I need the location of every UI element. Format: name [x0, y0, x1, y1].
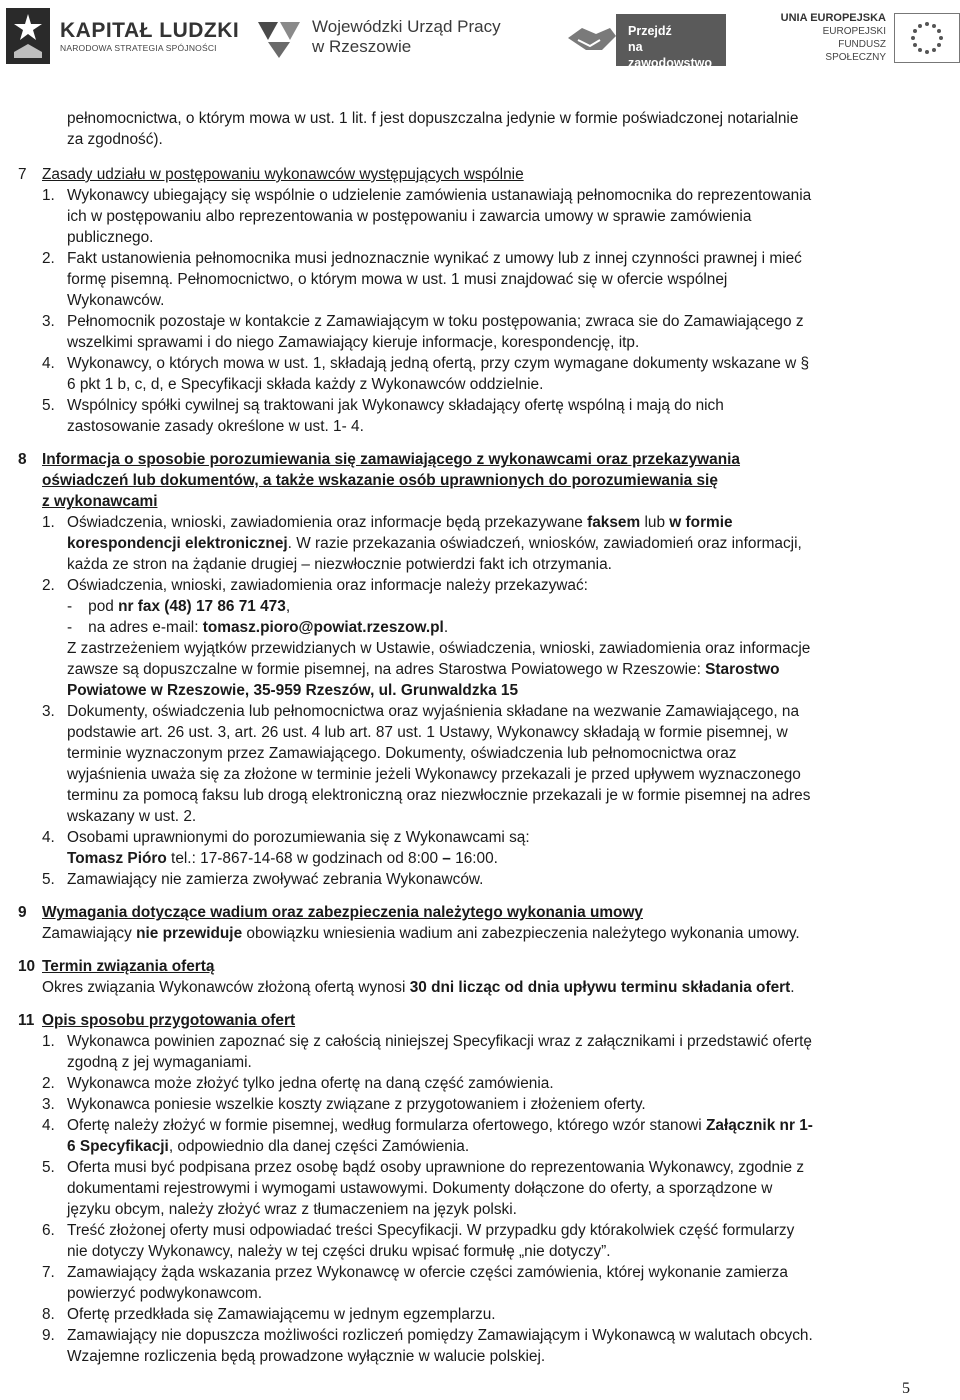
- section-7-heading: Zasady udziału w postępowaniu wykonawców występujących wspólnie: [42, 166, 524, 183]
- item-number: 6.: [42, 1222, 55, 1239]
- text-line: zgodną z jej wymaganiami.: [67, 1054, 252, 1071]
- item-number: 3.: [42, 703, 55, 720]
- text-line: terminu za pomocą faksu lub drogą elektroniczną oraz niezwłocznie przekazali je w formie pisemnej na adres: [67, 787, 811, 804]
- text-line: wyjaśnienia uważa się za złożone w terminie jeżeli Wykonawcy przekazali je przed upływem wyznaczonego: [67, 766, 801, 783]
- text-line: Wykonawcy, o których mowa w ust. 1, składają jedną ofertą, przy czym wymagane dokumenty wskazane w §: [67, 355, 810, 372]
- item-number: 2.: [42, 250, 55, 267]
- text-line: wszelkimi sprawami i do niego Zamawiający kieruje informacje, korespondencję, itp.: [67, 334, 640, 351]
- text-line: Treść złożonej oferty musi odpowiadać treści Specyfikacji. W przypadku gdy którakolwiek część formularzy: [67, 1222, 795, 1239]
- section-11-number: 11: [18, 1012, 35, 1029]
- przejdz-banner: [616, 14, 726, 70]
- item-number: 1.: [42, 514, 55, 531]
- text-line: publicznego.: [67, 229, 154, 246]
- section-8-heading: z wykonawcami: [42, 493, 158, 510]
- text-line: zawsze są dopuszczalne w formie pisemnej, na adres Starostwa Powiatowego w Rzeszowie: Starostwo: [67, 661, 780, 678]
- page-number: 5: [902, 1380, 910, 1397]
- item-number: 7.: [42, 1264, 55, 1281]
- text-line: Powiatowe w Rzeszowie, 35-959 Rzeszów, ul. Grunwaldzka 15: [67, 682, 519, 699]
- eu-subtitle-1: EUROPEJSKI: [822, 26, 886, 37]
- text-line: za zgodność).: [67, 131, 163, 148]
- section-10-number: 10: [18, 958, 36, 975]
- text-line: Wykonawcy ubiegający się wspólnie o udzielenie zamówienia ustanawiają pełnomocnika do reprezentowania: [67, 187, 812, 204]
- kapital-ludzki-subtitle: NARODOWA STRATEGIA SPÓJNOŚCI: [60, 43, 217, 53]
- text-line: każda ze stron na żądanie drugiej – niezwłocznie potwierdzi fakt ich otrzymania.: [67, 556, 612, 573]
- kapital-ludzki-logo: [6, 8, 239, 64]
- text-line: Pełnomocnik pozostaje w kontakcie z Zamawiającym w toku postępowania; zwraca sie do Zamawiającego z: [67, 313, 804, 330]
- item-number: 5.: [42, 871, 55, 888]
- text-line: ich w postępowaniu albo reprezentowania w postępowaniu i zawarcia umowy w sprawie zamówienia: [67, 208, 752, 225]
- text-line: Zamawiający nie zamierza zwoływać zebrania Wykonawców.: [67, 871, 484, 888]
- item-number: 4.: [42, 355, 55, 372]
- item-number: 9.: [42, 1327, 55, 1344]
- section-8-heading: oświadczeń lub dokumentów, a także wskazanie osób uprawnionych do porozumiewania się: [42, 472, 718, 489]
- text-line: Oświadczenia, wnioski, zawiadomienia oraz informacje należy przekazywać:: [67, 577, 588, 594]
- item-number: 5.: [42, 397, 55, 414]
- item-number: 8.: [42, 1306, 55, 1323]
- text-line: Oferta musi być podpisana przez osobę bądź osoby uprawnione do reprezentowania Wykonawcy, zgodnie z: [67, 1159, 805, 1176]
- text-line: Zamawiający nie przewiduje obowiązku wniesienia wadium ani zabezpieczenia należytego wykonania umowy.: [42, 925, 800, 942]
- text-line: dokumentami rejestrowymi i wymogami ustawowymi. Dokumenty dołączone do oferty, a sporządzone w: [67, 1180, 773, 1197]
- text-line: Wykonawca może złożyć tylko jedna ofertę na daną część zamówienia.: [67, 1075, 554, 1092]
- wup-name-line1: Wojewódzki Urząd Pracy: [312, 17, 501, 36]
- text-line: Zamawiający żąda wskazania przez Wykonawcę w ofercie części zamówienia, której wykonanie zamierza: [67, 1264, 788, 1281]
- text-line: Oświadczenia, wnioski, zawiadomienia oraz informacje będą przekazywane faksem lub w formie: [67, 514, 733, 531]
- text-line: Ofertę należy złożyć w formie pisemnej, według formularza ofertowego, którego wzór stanowi Załącznik nr 1-: [67, 1117, 813, 1134]
- text-line: formę pisemną. Pełnomocnictwo, o którym mowa w ust. 1 musi znajdować się w ofercie wspólnej: [67, 271, 728, 288]
- header-logo-bar: [0, 0, 960, 80]
- item-number: 1.: [42, 1033, 55, 1050]
- item-number: 4.: [42, 1117, 55, 1134]
- text-line: Dokumenty, oświadczenia lub pełnomocnictwa oraz wyjaśnienia składane na wezwanie Zamawiającego, na: [67, 703, 800, 720]
- text-line: Ofertę przedkłada się Zamawiającemu w jednym egzemplarzu.: [67, 1306, 496, 1323]
- section-11-heading: Opis sposobu przygotowania ofert: [42, 1012, 296, 1029]
- handshake-icon: [566, 20, 618, 60]
- text-line: Wykonawca poniesie wszelkie koszty związane z przygotowaniem i złożeniem oferty.: [67, 1096, 646, 1113]
- item-number: 3.: [42, 1096, 55, 1113]
- item-number: 2.: [42, 1075, 55, 1092]
- dash-item-fax: - pod nr fax (48) 17 86 71 473,: [67, 598, 291, 615]
- item-number: 4.: [42, 829, 55, 846]
- section-8-heading: Informacja o sposobie porozumiewania się zamawiającego z wykonawcami oraz przekazywania: [42, 451, 740, 468]
- text-line: wskazany w ust. 2.: [67, 808, 197, 825]
- text-line: nie dotyczy Wykonawcy, należy w tej części druku wpisać formułę „nie dotyczy”.: [67, 1243, 611, 1260]
- text-line: Okres związania Wykonawców złożoną ofertą wynosi 30 dni licząc od dnia upływu terminu składania ofert.: [42, 979, 795, 996]
- przejdz-line2: na zawodowstwo: [628, 40, 713, 70]
- text-line: terminie wyznaczonym przez Zamawiającego. Dokumenty, oświadczenia lub pełnomocnictwa oraz: [67, 745, 737, 762]
- przejdz-na-zawodowstwo-logo: [566, 14, 726, 70]
- item-number: 3.: [42, 313, 55, 330]
- text-line: Wykonawca powinien zapoznać się z całością niniejszej Specyfikacji wraz z załącznikami i przedstawić ofertę: [67, 1033, 812, 1050]
- text-line: pełnomocnictwa, o którym mowa w ust. 1 lit. f jest dopuszczalna jedynie w formie poświadczonej notarialnie: [67, 110, 799, 127]
- text-line: Wzajemne rozliczenia będą prowadzone wyłącznie w walucie polskiej.: [67, 1348, 546, 1365]
- text-line: podstawie art. 26 ust. 3, art. 26 ust. 4 lub art. 87 ust. 1 Ustawy, Wykonawcy składają w formie pisemnej, w: [67, 724, 788, 741]
- eu-logo: [778, 12, 960, 64]
- dash-item-email: - na adres e-mail: tomasz.pioro@powiat.rzeszow.pl.: [67, 619, 449, 636]
- section-10-heading: Termin związania ofertą: [42, 958, 215, 975]
- text-line: 6 Specyfikacji, odpowiednio dla danej części Zamówienia.: [67, 1138, 470, 1155]
- item-number: 5.: [42, 1159, 55, 1176]
- wup-emblem-icon: [254, 14, 304, 60]
- text-line: 6 pkt 1 b, c, d, e Specyfikacji składa każdy z Wykonawców oddzielnie.: [67, 376, 544, 393]
- text-line: Fakt ustanowienia pełnomocnika musi jednoznacznie wynikać z umowy lub z innej czynności prawnej i mieć: [67, 250, 802, 267]
- item-number: 2.: [42, 577, 55, 594]
- section-9-heading: Wymagania dotyczące wadium oraz zabezpieczenia należytego wykonania umowy: [42, 904, 643, 921]
- text-line: Osobami uprawnionymi do porozumiewania się z Wykonawcami są:: [67, 829, 530, 846]
- section-7-number: 7: [18, 166, 27, 183]
- text-line: Wspólnicy spółki cywilnej są traktowani jak Wykonawcy składający ofertę wspólną i mają do nich: [67, 397, 724, 414]
- text-line: Z zastrzeżeniem wyjątków przewidzianych w Ustawie, oświadczenia, wnioski, zawiadomienia oraz informacje: [67, 640, 811, 657]
- text-line: powierzyć podwykonawcom.: [67, 1285, 263, 1302]
- section-9-number: 9: [18, 904, 27, 921]
- eu-title: UNIA EUROPEJSKA: [780, 12, 886, 24]
- item-number: 1.: [42, 187, 55, 204]
- eu-subtitle-2: FUNDUSZ SPOŁECZNY: [825, 39, 886, 63]
- text-line: Zamawiający nie dopuszcza możliwości rozliczeń pomiędzy Zamawiającym i Wykonawcą w walutach obcych.: [67, 1327, 813, 1344]
- text-line: korespondencji elektronicznej. W razie przekazania oświadczeń, wniosków, zawiadomień oraz informacji,: [67, 535, 802, 552]
- przejdz-line1: Przejdź: [628, 24, 672, 38]
- contact-person-line: Tomasz Pióro tel.: 17-867-14-68 w godzinach od 8:00 – 16:00.: [67, 850, 498, 867]
- wup-name-line2: w Rzeszowie: [312, 37, 412, 56]
- text-line: Wykonawców.: [67, 292, 165, 309]
- text-line: języku obcym, należy złożyć wraz z tłumaczeniem na język polski.: [67, 1201, 517, 1218]
- kapital-ludzki-emblem-icon: [6, 8, 50, 64]
- wup-logo: [254, 14, 501, 60]
- text-line: zastosowanie zasady określone w ust. 1- 4.: [67, 418, 364, 435]
- eu-flag-icon: [894, 13, 960, 63]
- kapital-ludzki-title: KAPITAŁ LUDZKI: [60, 19, 240, 42]
- section-8-number: 8: [18, 451, 27, 468]
